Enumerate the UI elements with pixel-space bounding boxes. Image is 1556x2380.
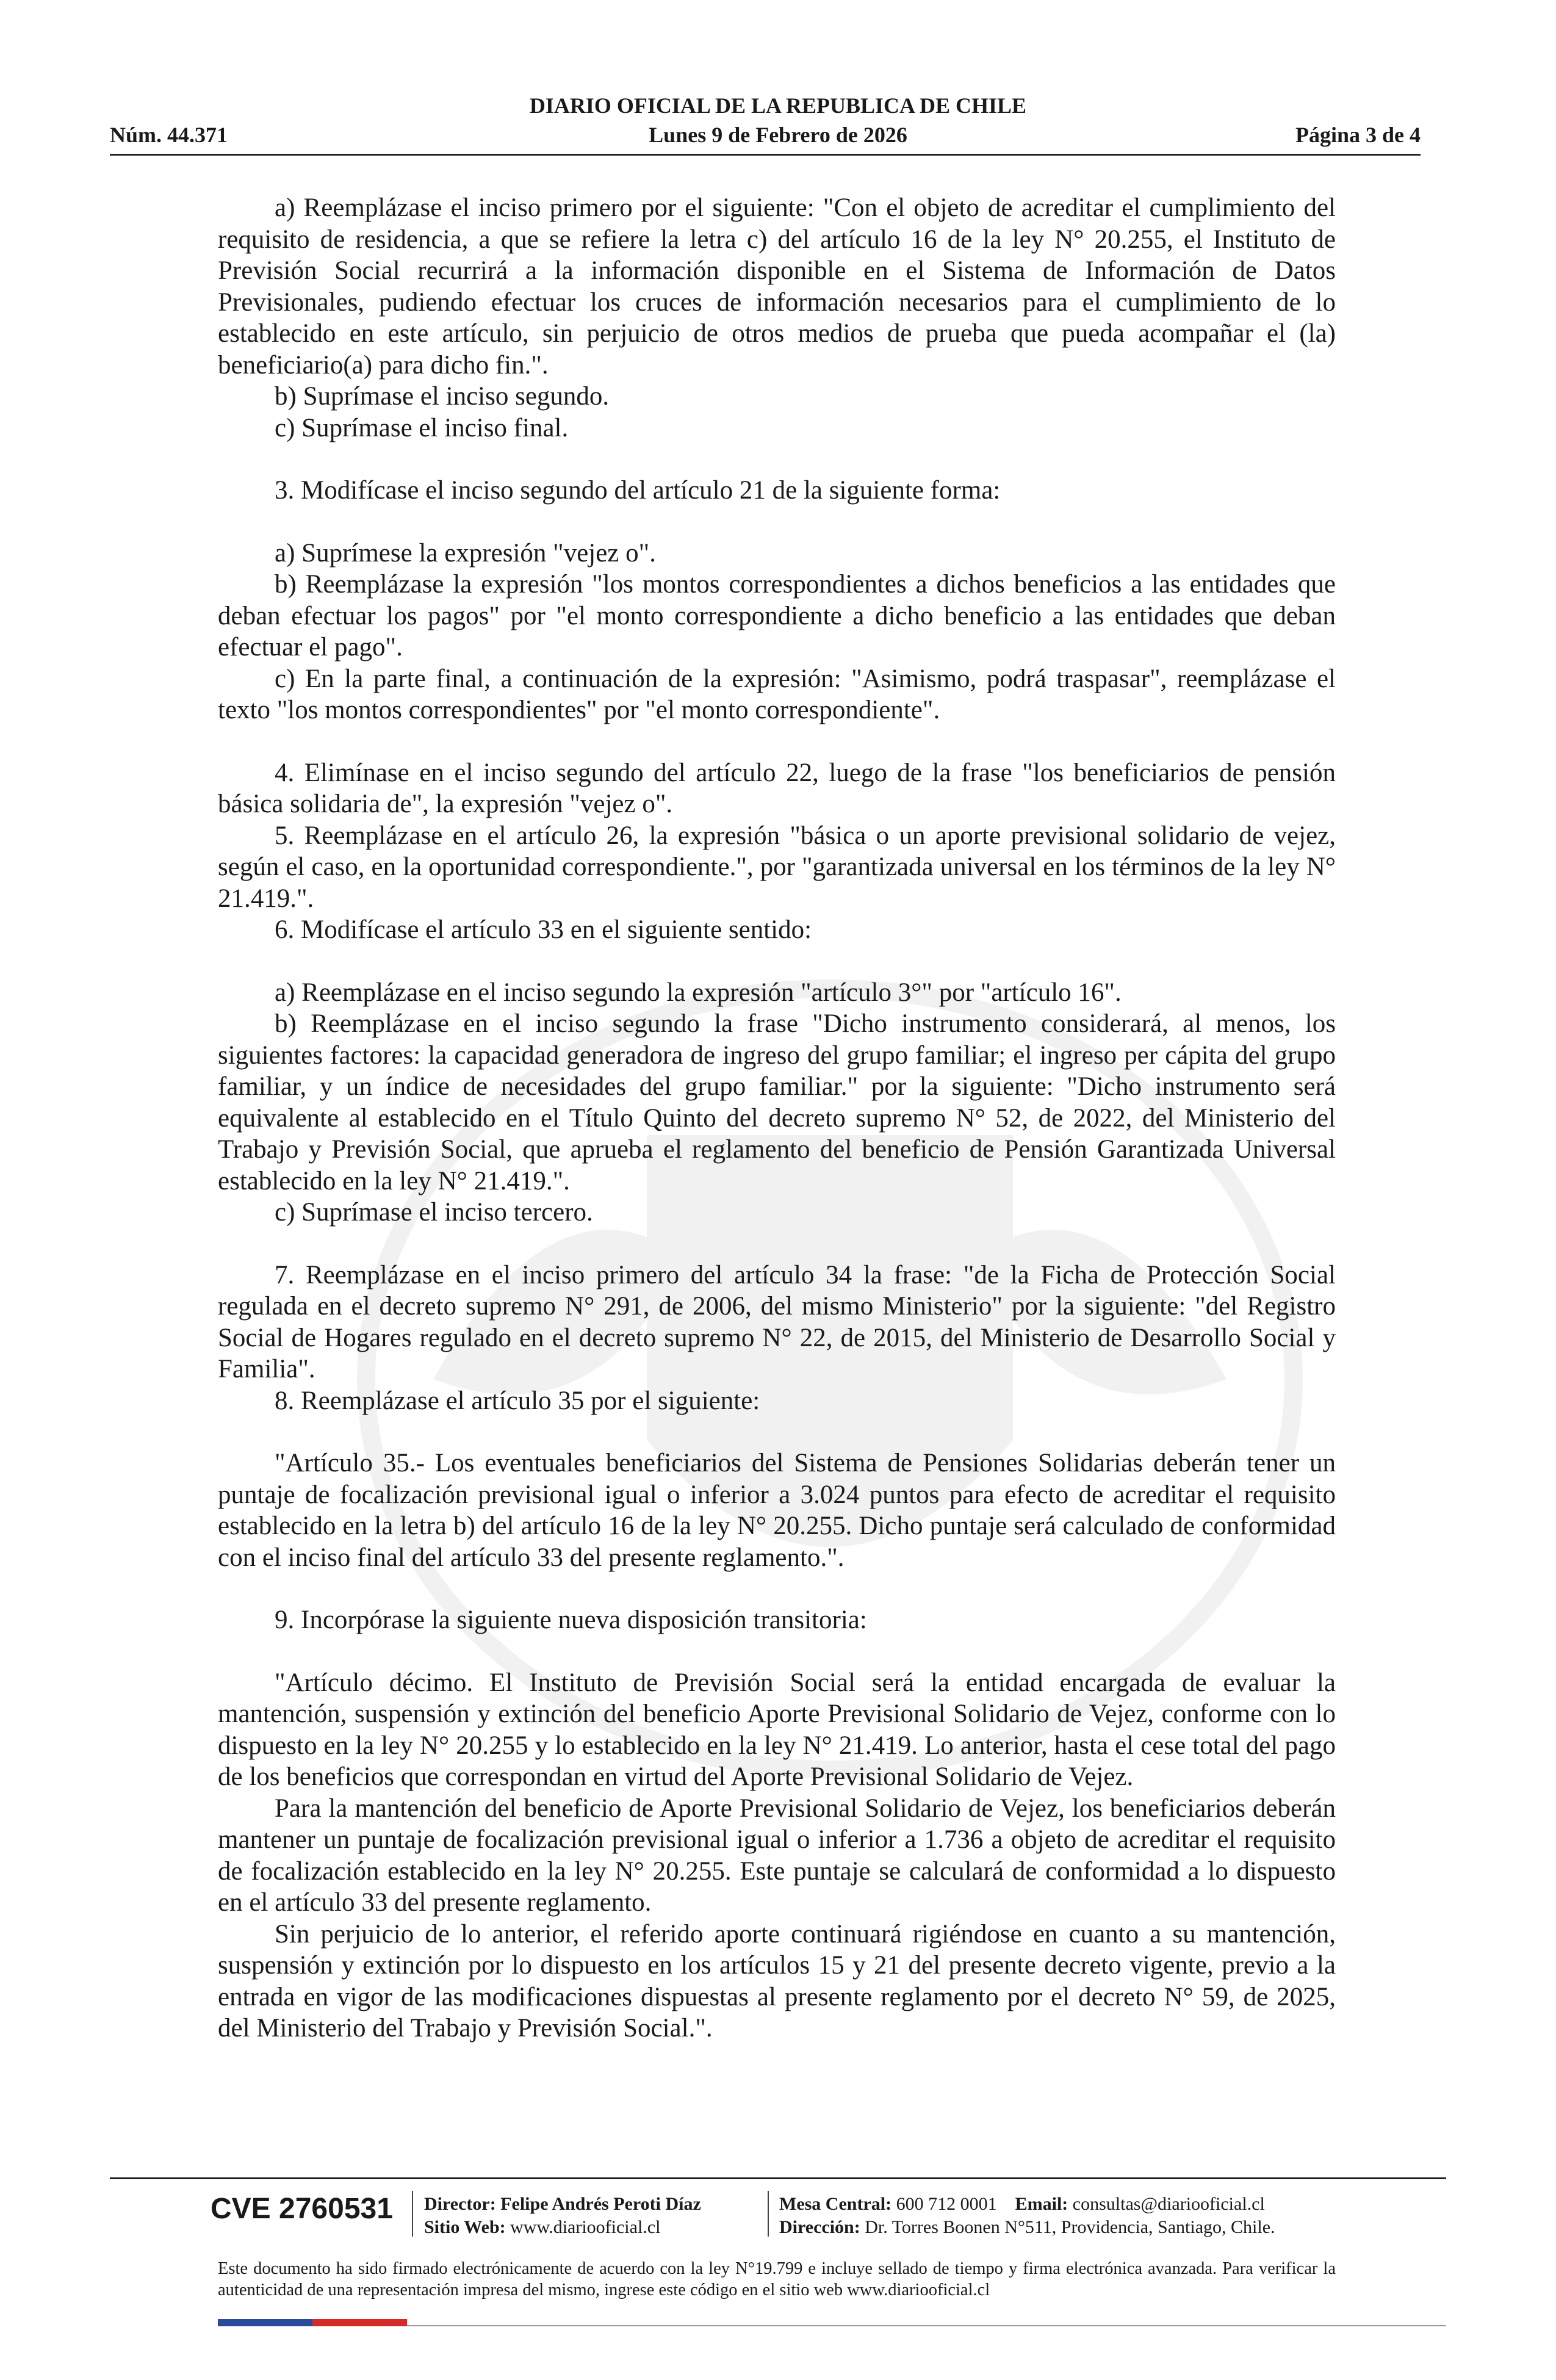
footer-bottom-rule: [407, 2325, 1446, 2326]
director-label: Director:: [424, 2194, 496, 2214]
address-text: Dr. Torres Boonen N°511, Providencia, Santiago, Chile.: [865, 2217, 1275, 2237]
flag-blue-segment: [218, 2319, 312, 2326]
paragraph: 8. Reemplázase el artículo 35 por el siguiente:: [275, 1386, 760, 1415]
page-indicator: Página 3 de 4: [1295, 123, 1421, 147]
email-label: Email:: [1015, 2194, 1068, 2214]
paragraph: Sin perjuicio de lo anterior, el referido aporte continuará rigiéndose en cuanto a su mantención, suspensión y extinción por lo dispuesto en los artículos 15 y 21 del presente decreto vigente, previo a la entrada en vigor de las modificaciones dispuestas al presente reglamento por el decreto N° 59, de 2025, del Ministerio del Trabajo y Previsión Social.".: [218, 1919, 1336, 2043]
paragraph: a) Reemplázase en el inciso segundo la expresión "artículo 3°" por "artículo 16".: [275, 978, 1122, 1007]
footer-director-block: [424, 2193, 701, 2239]
paragraph: c) Suprímase el inciso tercero.: [275, 1198, 593, 1227]
paragraph: a) Suprímese la expresión "vejez o".: [275, 538, 656, 568]
newspaper-title: DIARIO OFICIAL DE LA REPUBLICA DE CHILE: [529, 93, 1027, 118]
paragraph: b) Suprímase el inciso segundo.: [275, 382, 610, 411]
paragraph: b) Reemplázase en el inciso segundo la frase "Dicho instrumento considerará, al menos, los siguientes factores: la capacidad generadora de ingreso del grupo familiar; el ingreso per cápita del grupo familiar, y un índice de necesidades del grupo familiar." por la siguiente: "Dicho instrumento será equivalente al establecido en el Título Quinto del decreto supremo N° 52, de 2022, del Ministerio del Trabajo y Previsión Social, que aprueba el reglamento del beneficio de Pensión Garantizada Universal establecido en la ley N° 21.419.".: [218, 1009, 1336, 1195]
website-label: Sitio Web:: [424, 2217, 506, 2237]
paragraph: c) En la parte final, a continuación de la expresión: "Asimismo, podrá traspasar", reemplázase el texto "los montos correspondientes" por "el monto correspondiente".: [218, 664, 1336, 724]
paragraph: Para la mantención del beneficio de Aporte Previsional Solidario de Vejez, los beneficiarios deberán mantener un puntaje de focalización previsional igual o inferior a 1.736 a objeto de acreditar el requisito de focalización establecido en la ley N° 20.255. Este puntaje se calculará de conformidad a lo dispuesto en el artículo 33 del presente reglamento.: [218, 1794, 1336, 1917]
header-divider: [110, 154, 1421, 156]
paragraph: 3. Modifícase el inciso segundo del artículo 21 de la siguiente forma:: [275, 476, 1001, 505]
phone-label: Mesa Central:: [779, 2194, 892, 2214]
website-link[interactable]: www.diariooficial.cl: [510, 2217, 661, 2237]
document-body: [218, 192, 1336, 2044]
footer-separator: [768, 2191, 769, 2237]
flag-red-segment: [312, 2319, 407, 2326]
paragraph: 4. Elimínase en el inciso segundo del artículo 22, luego de la frase "los beneficiarios de pensión básica solidaria de", la expresión "vejez o".: [218, 758, 1336, 818]
director-name: Felipe Andrés Peroti Díaz: [500, 2194, 701, 2214]
email-link[interactable]: consultas@diariooficial.cl: [1072, 2194, 1265, 2214]
signature-disclaimer: Este documento ha sido firmado electrónicamente de acuerdo con la ley N°19.799 e incluye sellado de tiempo y firma electrónica avanzada. Para verificar la autenticidad de una representación impresa del mismo, ingrese este código en el sitio web www.diariooficial.cl: [218, 2259, 1336, 2299]
flag-color-bar: [218, 2319, 407, 2326]
phone-number: 600 712 0001: [896, 2194, 997, 2214]
paragraph: 9. Incorpórase la siguiente nueva disposición transitoria:: [275, 1606, 867, 1634]
paragraph: "Artículo 35.- Los eventuales beneficiarios del Sistema de Pensiones Solidarias deberán tener un puntaje de focalización previsional igual o inferior a 3.024 puntos para efecto de acreditar el requisito establecido en la letra b) del artículo 16 de la ley N° 20.255. Dicho puntaje será calculado de conformidad con el inciso final del artículo 33 del presente reglamento.".: [218, 1449, 1336, 1572]
address-label: Dirección:: [779, 2217, 860, 2237]
paragraph: "Artículo décimo. El Instituto de Previsión Social será la entidad encargada de evaluar la mantención, suspensión y extinción del beneficio Aporte Previsional Solidario de Vejez, conforme con lo dispuesto en la ley N° 20.255 y lo establecido en la ley N° 21.419. Lo anterior, hasta el cese total del pago de los beneficios que correspondan en virtud del Aporte Previsional Solidario de Vejez.: [218, 1668, 1336, 1791]
footer-contact-block: [779, 2193, 1275, 2239]
paragraph: 5. Reemplázase en el artículo 26, la expresión "básica o un aporte previsional solidario de vejez, según el caso, en la oportunidad correspondiente.", por "garantizada universal en los términos de la ley N° 21.419.".: [218, 821, 1336, 913]
cve-code: CVE 2760531: [211, 2193, 393, 2225]
paragraph: a) Reemplázase el inciso primero por el siguiente: "Con el objeto de acreditar el cumplimiento del requisito de residencia, a que se refiere la letra c) del artículo 16 de la ley N° 20.255, el Instituto de Previsión Social recurrirá a la información disponible en el Sistema de Información de Datos Previsionales, pudiendo efectuar los cruces de información necesarios para el cumplimiento de lo establecido en este artículo, sin perjuicio de otros medios de prueba que pueda acompañar el (la) beneficiario(a) para dicho fin.".: [218, 193, 1336, 380]
paragraph: 6. Modifícase el artículo 33 en el siguiente sentido:: [275, 915, 812, 944]
footer-separator: [412, 2191, 413, 2237]
paragraph: c) Suprímase el inciso final.: [275, 413, 569, 442]
issue-date: Lunes 9 de Febrero de 2026: [649, 123, 907, 147]
issue-number: Núm. 44.371: [110, 123, 228, 147]
paragraph: 7. Reemplázase en el inciso primero del artículo 34 la frase: "de la Ficha de Protección Social regulada en el decreto supremo N° 291, de 2006, del mismo Ministerio" por la siguiente: "del Registro Social de Hogares regulado en el decreto supremo N° 22, de 2015, del Ministerio de Desarrollo Social y Familia".: [218, 1260, 1336, 1383]
footer-divider: [110, 2177, 1446, 2179]
paragraph: b) Reemplázase la expresión "los montos correspondientes a dichos beneficios a las entidades que deban efectuar los pagos" por "el monto correspondiente a dicho beneficio a las entidades que deban efectuar el pago".: [218, 570, 1336, 662]
